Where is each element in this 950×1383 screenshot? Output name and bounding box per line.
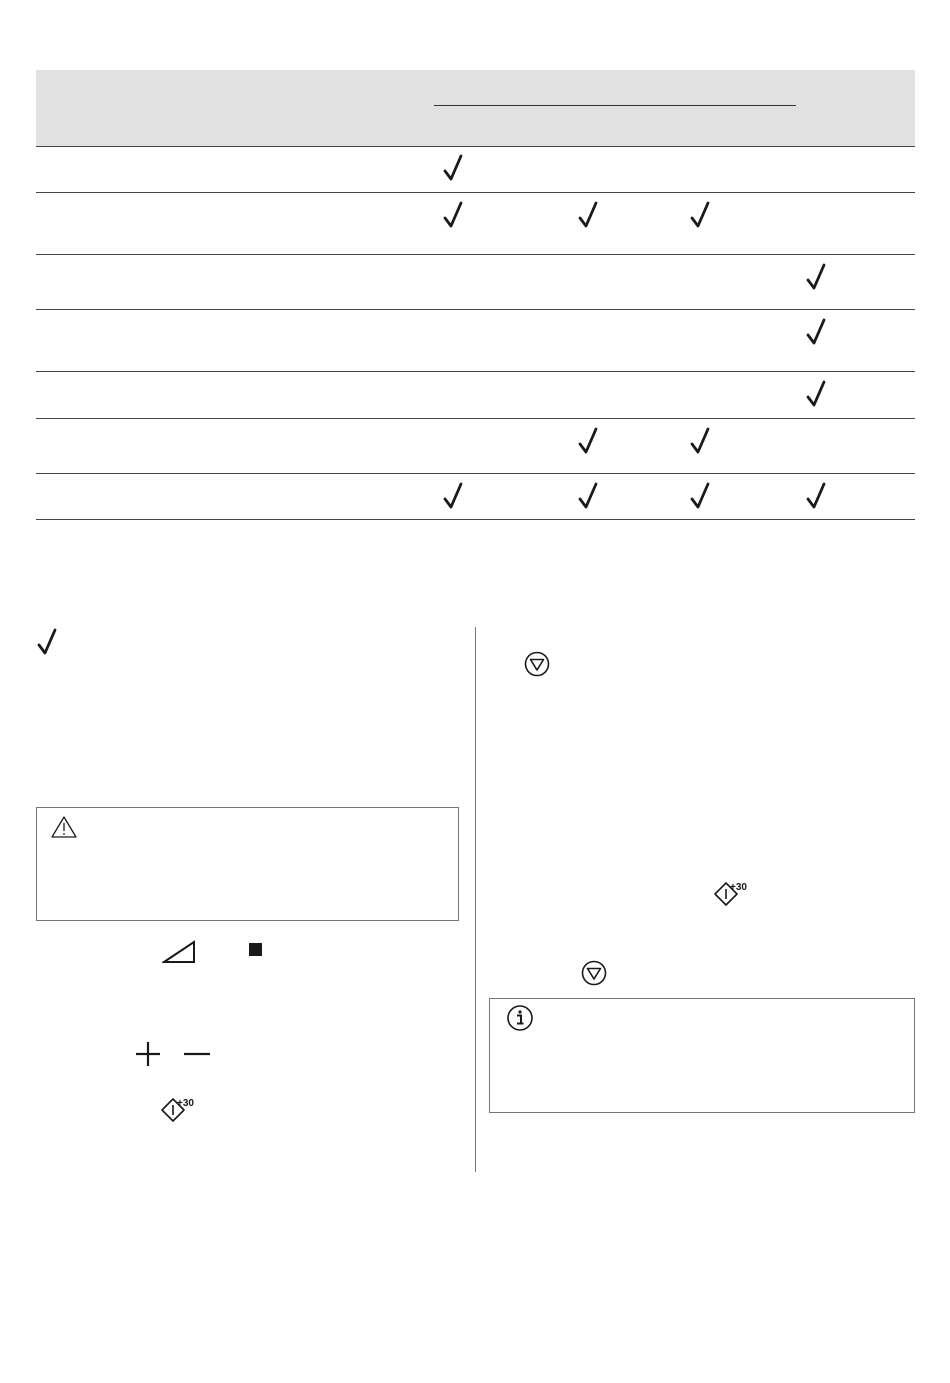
check-mark-icon [690,427,710,455]
row-divider [36,192,915,193]
ramp-triangle-icon [162,940,196,964]
svg-text:+30: +30 [730,882,747,893]
stop-triangle-circle-icon [581,960,607,986]
check-mark-icon [806,318,826,346]
check-mark-icon [806,263,826,291]
row-divider [36,309,915,310]
check-mark-icon [443,201,463,229]
check-mark-icon [806,482,826,510]
check-mark-icon [690,201,710,229]
warning-box [36,807,459,921]
row-divider [36,418,915,419]
legend-check-mark-icon [37,628,57,656]
check-mark-icon [443,154,463,182]
plus-30-minutes-icon [713,879,751,907]
check-mark-icon [578,201,598,229]
row-divider [36,371,915,372]
check-mark-icon [443,482,463,510]
column-divider [475,627,476,1172]
table-header [36,70,915,146]
check-mark-icon [578,482,598,510]
row-divider [36,519,915,520]
row-divider [36,146,915,147]
check-mark-icon [578,427,598,455]
row-divider [36,473,915,474]
plus-30-minutes-icon [160,1095,198,1123]
svg-text:+30: +30 [177,1098,194,1109]
minus-icon [184,1052,210,1056]
stop-triangle-circle-icon [524,651,550,677]
plus-icon [135,1041,161,1067]
row-divider [36,254,915,255]
check-mark-icon [690,482,710,510]
info-circle-icon [506,1004,534,1032]
header-column-group-rule [434,105,796,106]
warning-triangle-icon [50,815,78,839]
info-box [489,998,915,1113]
stop-square-icon [249,943,263,957]
check-mark-icon [806,380,826,408]
